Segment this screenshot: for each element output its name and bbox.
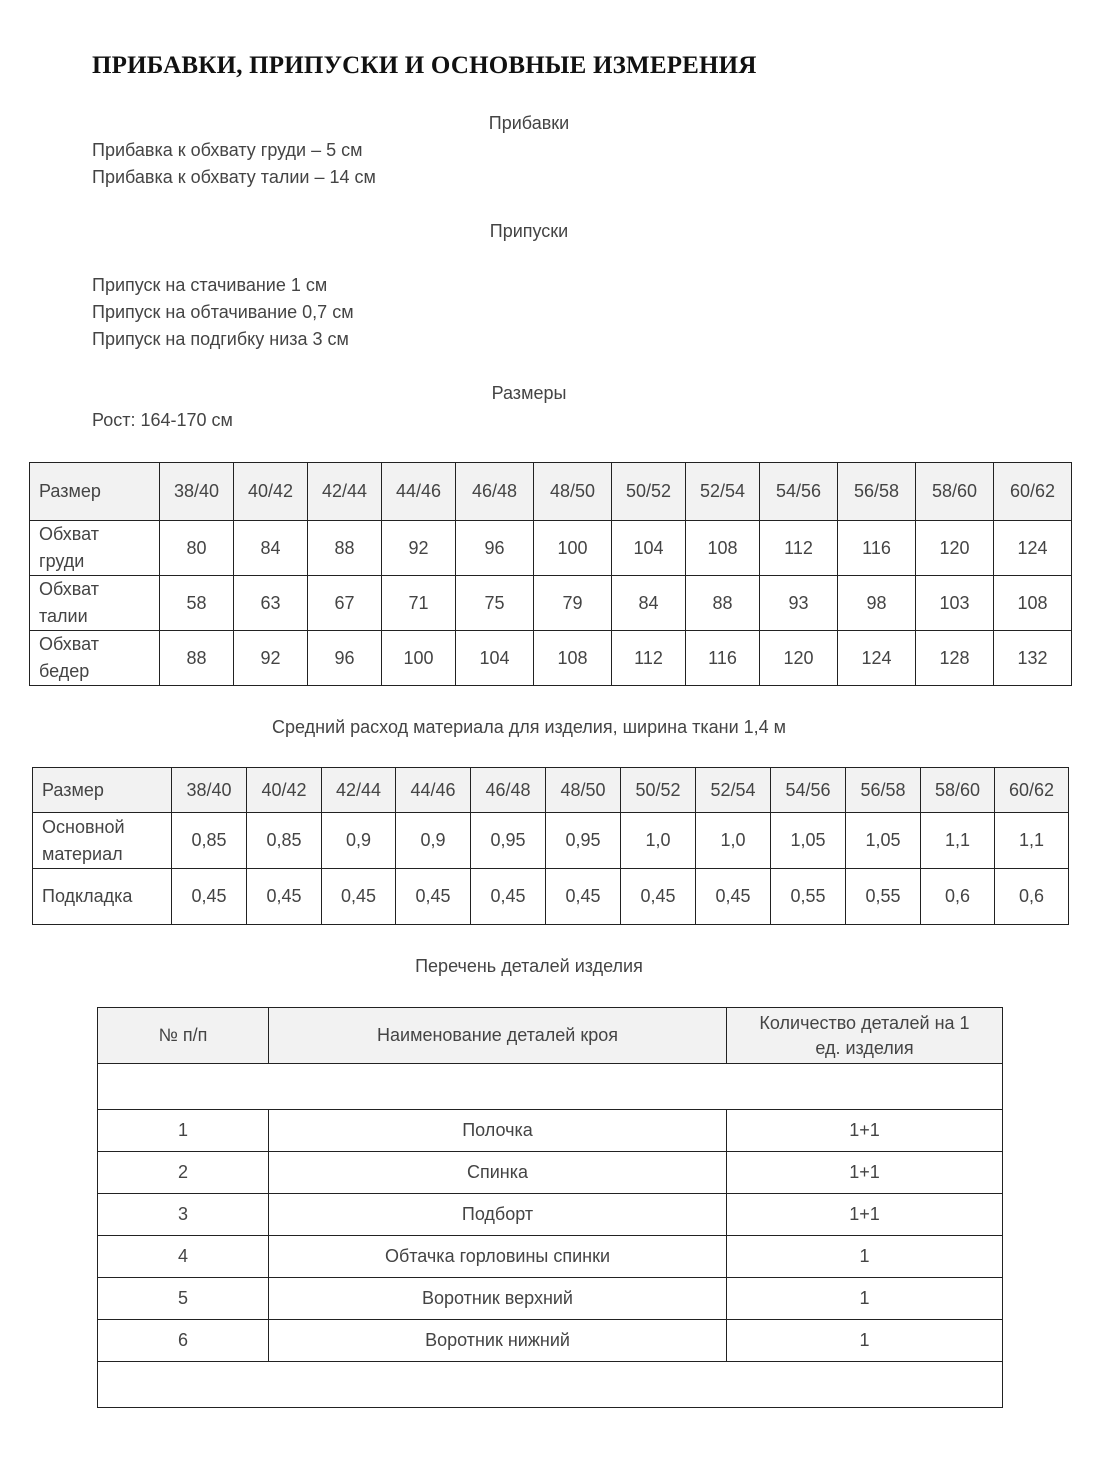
- part-qty: 1+1: [727, 1152, 1003, 1194]
- parts-heading: Перечень деталей изделия: [415, 956, 643, 976]
- header-cell: № п/п: [98, 1008, 269, 1064]
- header-cell: 42/44: [322, 768, 396, 813]
- table-cell: 116: [686, 631, 760, 686]
- header-cell: 50/52: [612, 463, 686, 521]
- header-cell: 48/50: [534, 463, 612, 521]
- header-cell: 46/48: [471, 768, 546, 813]
- table-cell: 92: [382, 521, 456, 576]
- table-cell: 100: [534, 521, 612, 576]
- table-row: [30, 521, 1072, 576]
- table-cell: 0,95: [546, 813, 621, 869]
- header-cell: [727, 1008, 1003, 1064]
- table-cell: 71: [382, 576, 456, 631]
- header-line: ед. изделия: [815, 1037, 914, 1058]
- table-cell: 79: [534, 576, 612, 631]
- row-label: [30, 521, 160, 576]
- seam-line: Припуск на подгибку низа 3 см: [92, 329, 349, 349]
- table-cell: 58: [160, 576, 234, 631]
- row-label-line: Обхват: [39, 634, 99, 654]
- part-qty: 1: [727, 1320, 1003, 1362]
- row-label-line: талии: [39, 606, 88, 626]
- table-cell: 112: [612, 631, 686, 686]
- header-cell: 42/44: [308, 463, 382, 521]
- table-cell: 0,55: [846, 869, 921, 925]
- row-label-line: Основной: [42, 816, 125, 837]
- header-cell: 38/40: [160, 463, 234, 521]
- table-row: [30, 631, 1072, 686]
- table-cell: 0,6: [921, 869, 995, 925]
- header-cell: 54/56: [760, 463, 838, 521]
- header-cell: 60/62: [994, 463, 1072, 521]
- table-cell: 67: [308, 576, 382, 631]
- row-number: 4: [98, 1236, 269, 1278]
- part-qty: 1: [727, 1278, 1003, 1320]
- part-name: Обтачка горловины спинки: [269, 1236, 727, 1278]
- table-row: [98, 1278, 1003, 1320]
- table-cell: 75: [456, 576, 534, 631]
- seam-line: Припуск на обтачивание 0,7 см: [92, 302, 354, 322]
- row-number: 3: [98, 1194, 269, 1236]
- row-number: 6: [98, 1320, 269, 1362]
- row-label-line: Обхват: [39, 579, 99, 599]
- table-cell: 0,45: [172, 869, 247, 925]
- header-cell: 38/40: [172, 768, 247, 813]
- material-heading: Средний расход материала для изделия, ширина ткани 1,4 м: [271, 717, 787, 737]
- header-cell: 50/52: [621, 768, 696, 813]
- row-label: [30, 576, 160, 631]
- table-row-blank: [98, 1064, 1003, 1110]
- seams-heading: Припуски: [489, 221, 569, 241]
- table-row: [98, 1110, 1003, 1152]
- header-cell: 56/58: [838, 463, 916, 521]
- header-cell: 58/60: [916, 463, 994, 521]
- row-number: 5: [98, 1278, 269, 1320]
- part-name: Воротник нижний: [269, 1320, 727, 1362]
- header-cell: 52/54: [686, 463, 760, 521]
- header-cell: 60/62: [995, 768, 1069, 813]
- header-cell: 40/42: [234, 463, 308, 521]
- allowance-line: Прибавка к обхвату талии – 14 см: [92, 167, 376, 187]
- row-label: [33, 813, 172, 869]
- table-header-row: [30, 463, 1072, 521]
- table-cell: 0,85: [247, 813, 322, 869]
- table-cell: 0,45: [621, 869, 696, 925]
- table-cell: 84: [612, 576, 686, 631]
- allowances-heading: Прибавки: [488, 113, 570, 133]
- part-name: Воротник верхний: [269, 1278, 727, 1320]
- header-cell: 44/46: [382, 463, 456, 521]
- part-name: Полочка: [269, 1110, 727, 1152]
- table-row-blank: [98, 1362, 1003, 1408]
- table-cell: 1,1: [921, 813, 995, 869]
- table-row: [98, 1236, 1003, 1278]
- row-number: 2: [98, 1152, 269, 1194]
- table-cell: 84: [234, 521, 308, 576]
- table-cell: 128: [916, 631, 994, 686]
- table-row: [33, 869, 1069, 925]
- allowance-line: Прибавка к обхвату груди – 5 см: [92, 140, 363, 160]
- table-cell: 0,9: [396, 813, 471, 869]
- table-cell: 124: [838, 631, 916, 686]
- page-title: ПРИБАВКИ, ПРИПУСКИ И ОСНОВНЫЕ ИЗМЕРЕНИЯ: [92, 52, 757, 79]
- table-cell: 0,45: [322, 869, 396, 925]
- table-cell: 108: [686, 521, 760, 576]
- sizes-heading: Размеры: [491, 383, 567, 403]
- height-line: Рост: 164-170 см: [92, 410, 233, 430]
- table-cell: 100: [382, 631, 456, 686]
- table-row: [98, 1194, 1003, 1236]
- row-label-line: груди: [39, 551, 85, 571]
- table-cell: 96: [456, 521, 534, 576]
- part-qty: 1: [727, 1236, 1003, 1278]
- table-cell: 120: [760, 631, 838, 686]
- part-qty: 1+1: [727, 1110, 1003, 1152]
- material-table: [32, 767, 1069, 925]
- table-cell: 104: [456, 631, 534, 686]
- table-cell: 0,45: [247, 869, 322, 925]
- row-number: 1: [98, 1110, 269, 1152]
- part-name: Подборт: [269, 1194, 727, 1236]
- row-label-line: материал: [42, 843, 123, 864]
- table-cell: 108: [994, 576, 1072, 631]
- table-cell: 108: [534, 631, 612, 686]
- header-cell: 56/58: [846, 768, 921, 813]
- table-cell: 96: [308, 631, 382, 686]
- seam-line: Припуск на стачивание 1 см: [92, 275, 328, 295]
- table-cell: 0,45: [546, 869, 621, 925]
- table-row: [30, 576, 1072, 631]
- table-cell: 116: [838, 521, 916, 576]
- table-cell: 0,45: [696, 869, 771, 925]
- table-header-row: [98, 1008, 1003, 1064]
- blank-cell: [98, 1064, 1003, 1110]
- table-cell: 0,45: [396, 869, 471, 925]
- table-cell: 63: [234, 576, 308, 631]
- table-cell: 0,85: [172, 813, 247, 869]
- header-cell: 52/54: [696, 768, 771, 813]
- size-table: [29, 462, 1072, 686]
- table-cell: 0,6: [995, 869, 1069, 925]
- row-label: [30, 631, 160, 686]
- row-label-line: бедер: [39, 661, 90, 681]
- table-cell: 93: [760, 576, 838, 631]
- table-cell: 1,0: [696, 813, 771, 869]
- table-row: [98, 1152, 1003, 1194]
- header-cell: 54/56: [771, 768, 846, 813]
- table-cell: 1,05: [771, 813, 846, 869]
- table-cell: 80: [160, 521, 234, 576]
- header-cell: 40/42: [247, 768, 322, 813]
- part-qty: 1+1: [727, 1194, 1003, 1236]
- table-cell: 88: [686, 576, 760, 631]
- table-cell: 1,05: [846, 813, 921, 869]
- table-cell: 0,9: [322, 813, 396, 869]
- table-cell: 104: [612, 521, 686, 576]
- header-line: Количество деталей на 1: [759, 1012, 970, 1033]
- table-cell: 120: [916, 521, 994, 576]
- table-cell: 112: [760, 521, 838, 576]
- table-cell: 98: [838, 576, 916, 631]
- table-cell: 124: [994, 521, 1072, 576]
- table-row: [33, 813, 1069, 869]
- table-cell: 88: [308, 521, 382, 576]
- header-cell: 44/46: [396, 768, 471, 813]
- table-cell: 1,0: [621, 813, 696, 869]
- header-cell: Наименование деталей кроя: [269, 1008, 727, 1064]
- table-cell: 103: [916, 576, 994, 631]
- part-name: Спинка: [269, 1152, 727, 1194]
- table-row: [98, 1320, 1003, 1362]
- table-cell: 88: [160, 631, 234, 686]
- table-header-row: [33, 768, 1069, 813]
- table-cell: 1,1: [995, 813, 1069, 869]
- table-cell: 0,55: [771, 869, 846, 925]
- table-cell: 0,45: [471, 869, 546, 925]
- blank-cell: [98, 1362, 1003, 1408]
- table-cell: 0,95: [471, 813, 546, 869]
- parts-table: [97, 1007, 1003, 1408]
- header-cell: 58/60: [921, 768, 995, 813]
- table-cell: 92: [234, 631, 308, 686]
- header-cell: Размер: [30, 463, 160, 521]
- header-cell: 48/50: [546, 768, 621, 813]
- header-cell: Размер: [33, 768, 172, 813]
- row-label: Подкладка: [33, 869, 172, 925]
- row-label-line: Обхват: [39, 524, 99, 544]
- header-cell: 46/48: [456, 463, 534, 521]
- table-cell: 132: [994, 631, 1072, 686]
